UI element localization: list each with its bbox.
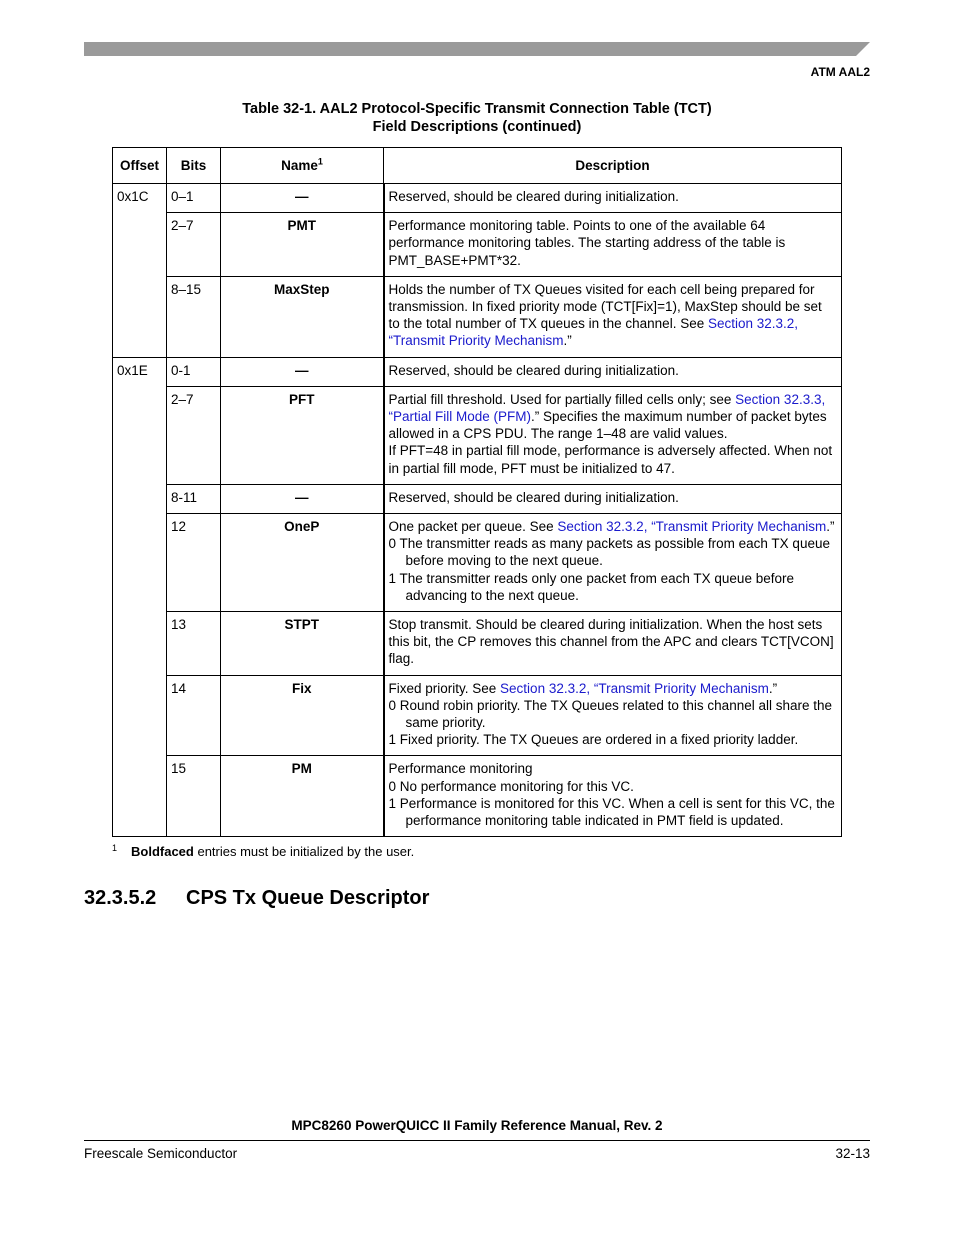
offset-cell: 0x1C: [113, 184, 167, 358]
bits-cell: 8-11: [167, 484, 221, 513]
bits-cell: 0-1: [167, 357, 221, 386]
desc-text: Holds the number of TX Queues visited for each cell being prepared for transmission. In fixed priority mode (TCT[Fix]=1), MaxStep should be set to the total number of TX queues in the channel. See: [388, 281, 822, 332]
name-cell: —: [221, 184, 384, 213]
desc-paragraph: [389, 518, 836, 535]
name-cell: PFT: [221, 386, 384, 484]
description-cell: Performance monitoring table. Points to one of the available 64 performance monitoring tables. The starting address of the table is PMT_BASE+PMT*32.: [384, 213, 842, 277]
desc-text: .”: [768, 680, 778, 696]
bits-cell: 2–7: [167, 213, 221, 277]
value-item: 1 Performance is monitored for this VC. When a cell is sent for this VC, the performance monitoring table indicated in PMT field is updated.: [388, 795, 835, 829]
desc-paragraph: If PFT=48 in partial fill mode, performance is adversely affected. When not in partial fill mode, PFT must be initialized to 47.: [388, 443, 833, 476]
column-bits: Bits: [167, 148, 221, 184]
desc-text: One packet per queue. See: [388, 519, 558, 535]
bits-cell: 15: [167, 756, 221, 837]
value-item: 0 No performance monitoring for this VC.: [388, 778, 634, 794]
table-row: [113, 756, 842, 837]
column-description: Description: [384, 148, 842, 184]
desc-text: .”: [563, 333, 572, 349]
table-header-row: [113, 148, 842, 184]
name-cell: OneP: [221, 514, 384, 612]
description-cell: [384, 514, 842, 612]
tct-field-table: [112, 147, 842, 837]
bits-cell: 12: [167, 514, 221, 612]
table-row: [113, 276, 842, 357]
table-row: [113, 612, 842, 676]
bits-cell: 8–15: [167, 276, 221, 357]
footer-divider: [84, 1140, 870, 1141]
caption-line-1: Table 32-1. AAL2 Protocol-Specific Transmit Connection Table (TCT): [242, 101, 712, 117]
desc-text: .”: [826, 519, 835, 535]
table-row: [113, 675, 842, 756]
value-item: 0 Round robin priority. The TX Queues related to this channel all share the same priority.: [388, 697, 833, 731]
bits-cell: 13: [167, 612, 221, 676]
desc-text: .” Specifies the maximum number of packet bytes allowed in a CPS PDU. The range 1–48 are valid values.: [388, 409, 827, 442]
offset-cell: 0x1E: [113, 357, 167, 837]
table-caption: [0, 100, 954, 136]
footnote-marker: 1: [112, 843, 118, 853]
desc-text: Partial fill threshold. Used for partially filled cells only; see: [388, 391, 736, 407]
bits-cell: 0–1: [167, 184, 221, 213]
description-cell: Reserved, should be cleared during initialization.: [384, 357, 842, 386]
name-cell: PMT: [221, 213, 384, 277]
column-name-label: Name: [281, 157, 318, 173]
desc-text: Fixed priority. See: [388, 680, 501, 696]
description-cell: Reserved, should be cleared during initialization.: [384, 484, 842, 513]
value-item: 0 The transmitter reads as many packets as possible from each TX queue before moving to the next queue.: [388, 536, 830, 569]
column-name: [221, 148, 384, 184]
name-cell: PM: [221, 756, 384, 837]
desc-paragraph: [389, 391, 836, 443]
caption-line-2: Field Descriptions (continued): [372, 119, 582, 135]
table-row: [113, 386, 842, 484]
name-cell: Fix: [221, 675, 384, 756]
desc-paragraph: Performance monitoring: [388, 761, 533, 777]
value-item: 1 Fixed priority. The TX Queues are ordered in a fixed priority ladder.: [388, 732, 799, 748]
section-number: 32.3.5.2: [84, 887, 157, 909]
description-cell: Stop transmit. Should be cleared during initialization. When the host sets this bit, the CP removes this channel from the APC and clears TCT[VCON] flag.: [384, 612, 842, 676]
description-cell: [384, 756, 842, 837]
description-cell: [384, 276, 842, 357]
section-heading: [84, 887, 429, 910]
running-header: ATM AAL2: [810, 65, 870, 79]
name-cell: —: [221, 484, 384, 513]
section-title: CPS Tx Queue Descriptor: [186, 887, 430, 909]
table-row: [113, 213, 842, 277]
table-row: [113, 357, 842, 386]
section-link[interactable]: Section 32.3.2, “Transmit Priority Mechanism: [557, 519, 827, 535]
section-link[interactable]: Section 32.3.2, “Transmit Priority Mechanism: [388, 316, 799, 349]
name-cell: —: [221, 357, 384, 386]
company-name: Freescale Semiconductor: [84, 1146, 238, 1161]
table-row: [113, 484, 842, 513]
footnote-bold: Boldfaced: [131, 844, 194, 859]
bits-cell: 2–7: [167, 386, 221, 484]
footnote-text: entries must be initialized by the user.: [193, 844, 415, 859]
name-cell: STPT: [221, 612, 384, 676]
table-row: [113, 184, 842, 213]
table-row: [113, 514, 842, 612]
value-item: 1 The transmitter reads only one packet from each TX queue before advancing to the next queue.: [388, 570, 794, 603]
description-cell: [384, 386, 842, 484]
desc-paragraph: [389, 680, 836, 697]
description-cell: [384, 675, 842, 756]
bits-cell: 14: [167, 675, 221, 756]
header-banner: [84, 42, 870, 56]
table-footnote: [112, 843, 414, 859]
section-link[interactable]: Section 32.3.2, “Transmit Priority Mechanism: [500, 680, 769, 696]
column-offset: Offset: [113, 148, 167, 184]
footnote-ref: 1: [317, 156, 323, 167]
name-cell: MaxStep: [221, 276, 384, 357]
section-link[interactable]: Section 32.3.3, “Partial Fill Mode (PFM): [388, 391, 826, 425]
page-number: 32-13: [835, 1146, 870, 1161]
description-cell: Reserved, should be cleared during initialization.: [384, 184, 842, 213]
manual-title: MPC8260 PowerQUICC II Family Reference Manual, Rev. 2: [291, 1118, 663, 1133]
